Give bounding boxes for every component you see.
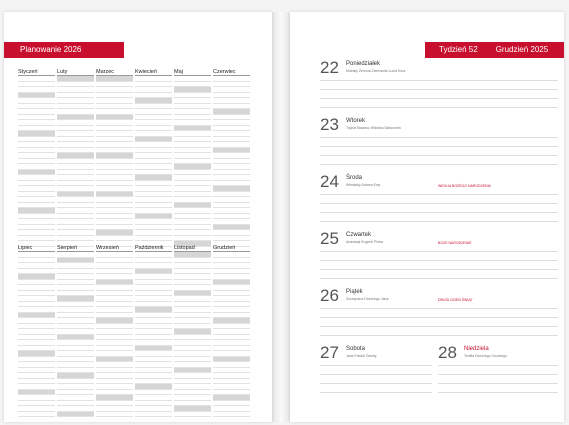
- month-header: Maj: [174, 68, 211, 76]
- writing-line: [320, 317, 558, 318]
- name-days: Wiesławy Adama Ewy: [346, 183, 381, 187]
- holiday-note: DRUGI DZIEŃ ŚWIĄT: [438, 298, 473, 302]
- month-year: Grudzień 2025: [495, 45, 549, 54]
- writing-line: [320, 221, 558, 222]
- day-block[interactable]: [320, 286, 558, 340]
- month-header: Październik: [135, 244, 172, 252]
- writing-line: [320, 383, 432, 384]
- holiday-note: WIGILIA BOŻEGO NARODZENIA: [438, 184, 491, 188]
- month-header: Luty: [57, 68, 94, 76]
- day-name: Sobota: [346, 346, 366, 352]
- day-number: 28: [438, 343, 457, 362]
- day-block[interactable]: [320, 58, 558, 112]
- book-gutter: [272, 12, 290, 422]
- month-header: Styczeń: [18, 68, 55, 76]
- writing-line: [320, 107, 558, 108]
- day-name: Poniedziałek: [346, 61, 381, 67]
- month-day-column: [18, 252, 55, 422]
- writing-line: [320, 194, 558, 195]
- month-header: Listopad: [174, 244, 211, 252]
- writing-line: [320, 278, 558, 279]
- name-days: Szczepana Dionizego Jana: [346, 297, 389, 301]
- day-block[interactable]: [438, 343, 558, 397]
- writing-line: [320, 326, 558, 327]
- day-name: Wtorek: [346, 118, 366, 124]
- month-day-column: [213, 76, 250, 247]
- day-block[interactable]: [320, 172, 558, 226]
- month-day-column: [135, 76, 172, 247]
- holiday-note: BOŻE NARODZENIE: [438, 241, 472, 245]
- week-number: Tydzień 52: [439, 45, 478, 54]
- week-header: [425, 42, 564, 58]
- day-number: 24: [320, 172, 339, 191]
- name-days: Michały Zenona Ziemowita Lucia Kora: [346, 69, 406, 73]
- month-header: Wrzesień: [96, 244, 133, 252]
- writing-line: [320, 335, 558, 336]
- month-header: Sierpień: [57, 244, 94, 252]
- writing-line: [320, 212, 558, 213]
- day-name: Czwartek: [346, 232, 372, 238]
- day-block[interactable]: [320, 229, 558, 283]
- day-name: Środa: [346, 175, 363, 181]
- day-number: 27: [320, 343, 339, 362]
- month-day-column: [213, 252, 250, 422]
- writing-line: [320, 251, 558, 252]
- day-number: 23: [320, 115, 339, 134]
- writing-line: [320, 98, 558, 99]
- day-number: 26: [320, 286, 339, 305]
- writing-line: [320, 392, 432, 393]
- months-grid-first-half: [18, 68, 250, 247]
- month-header: Marzec: [96, 68, 133, 76]
- writing-line: [320, 308, 558, 309]
- day-name: Piątek: [346, 289, 363, 295]
- writing-line: [320, 146, 558, 147]
- name-days: Anastazji Eugenii Piotra: [346, 240, 383, 244]
- writing-line: [320, 260, 558, 261]
- month-header: Grudzień: [213, 244, 250, 252]
- calendar-day-cell[interactable]: [213, 417, 250, 422]
- writing-line: [438, 383, 558, 384]
- writing-line: [320, 164, 558, 165]
- month-day-column: [174, 252, 211, 422]
- calendar-day-cell[interactable]: [96, 417, 133, 422]
- writing-line: [320, 137, 558, 138]
- calendar-day-cell[interactable]: [18, 417, 55, 422]
- calendar-day-cell[interactable]: [174, 417, 211, 422]
- calendar-day-cell[interactable]: [57, 417, 94, 422]
- writing-line: [320, 80, 558, 81]
- month-day-column: [96, 76, 133, 247]
- name-days: Jana Fabioli Żanety: [346, 354, 377, 358]
- day-number: 22: [320, 58, 339, 77]
- writing-line: [320, 374, 432, 375]
- name-days: Trębia Sławosz Wiktoria Sławomira: [346, 126, 401, 130]
- month-day-column: [174, 76, 211, 247]
- week-right-page: [290, 12, 564, 422]
- month-day-column: [18, 76, 55, 247]
- calendar-day-cell[interactable]: [135, 417, 172, 422]
- month-day-column: [96, 252, 133, 422]
- month-day-column: [57, 76, 94, 247]
- writing-line: [438, 374, 558, 375]
- writing-line: [438, 392, 558, 393]
- months-grid-second-half: [18, 244, 250, 422]
- day-block[interactable]: [320, 115, 558, 169]
- writing-line: [320, 203, 558, 204]
- day-block[interactable]: [320, 343, 432, 397]
- year-plan-title: Planowanie 2026: [4, 42, 124, 58]
- day-name: Niedziela: [464, 346, 489, 352]
- writing-line: [320, 269, 558, 270]
- month-day-column: [135, 252, 172, 422]
- month-header: Czerwiec: [213, 68, 250, 76]
- planner-left-page: [4, 12, 272, 422]
- writing-line: [320, 155, 558, 156]
- month-header: Kwiecień: [135, 68, 172, 76]
- writing-line: [320, 365, 432, 366]
- month-header: Lipiec: [18, 244, 55, 252]
- day-number: 25: [320, 229, 339, 248]
- month-day-column: [57, 252, 94, 422]
- name-days: Teofila Dionizego Cezarego: [464, 354, 507, 358]
- writing-line: [438, 365, 558, 366]
- writing-line: [320, 89, 558, 90]
